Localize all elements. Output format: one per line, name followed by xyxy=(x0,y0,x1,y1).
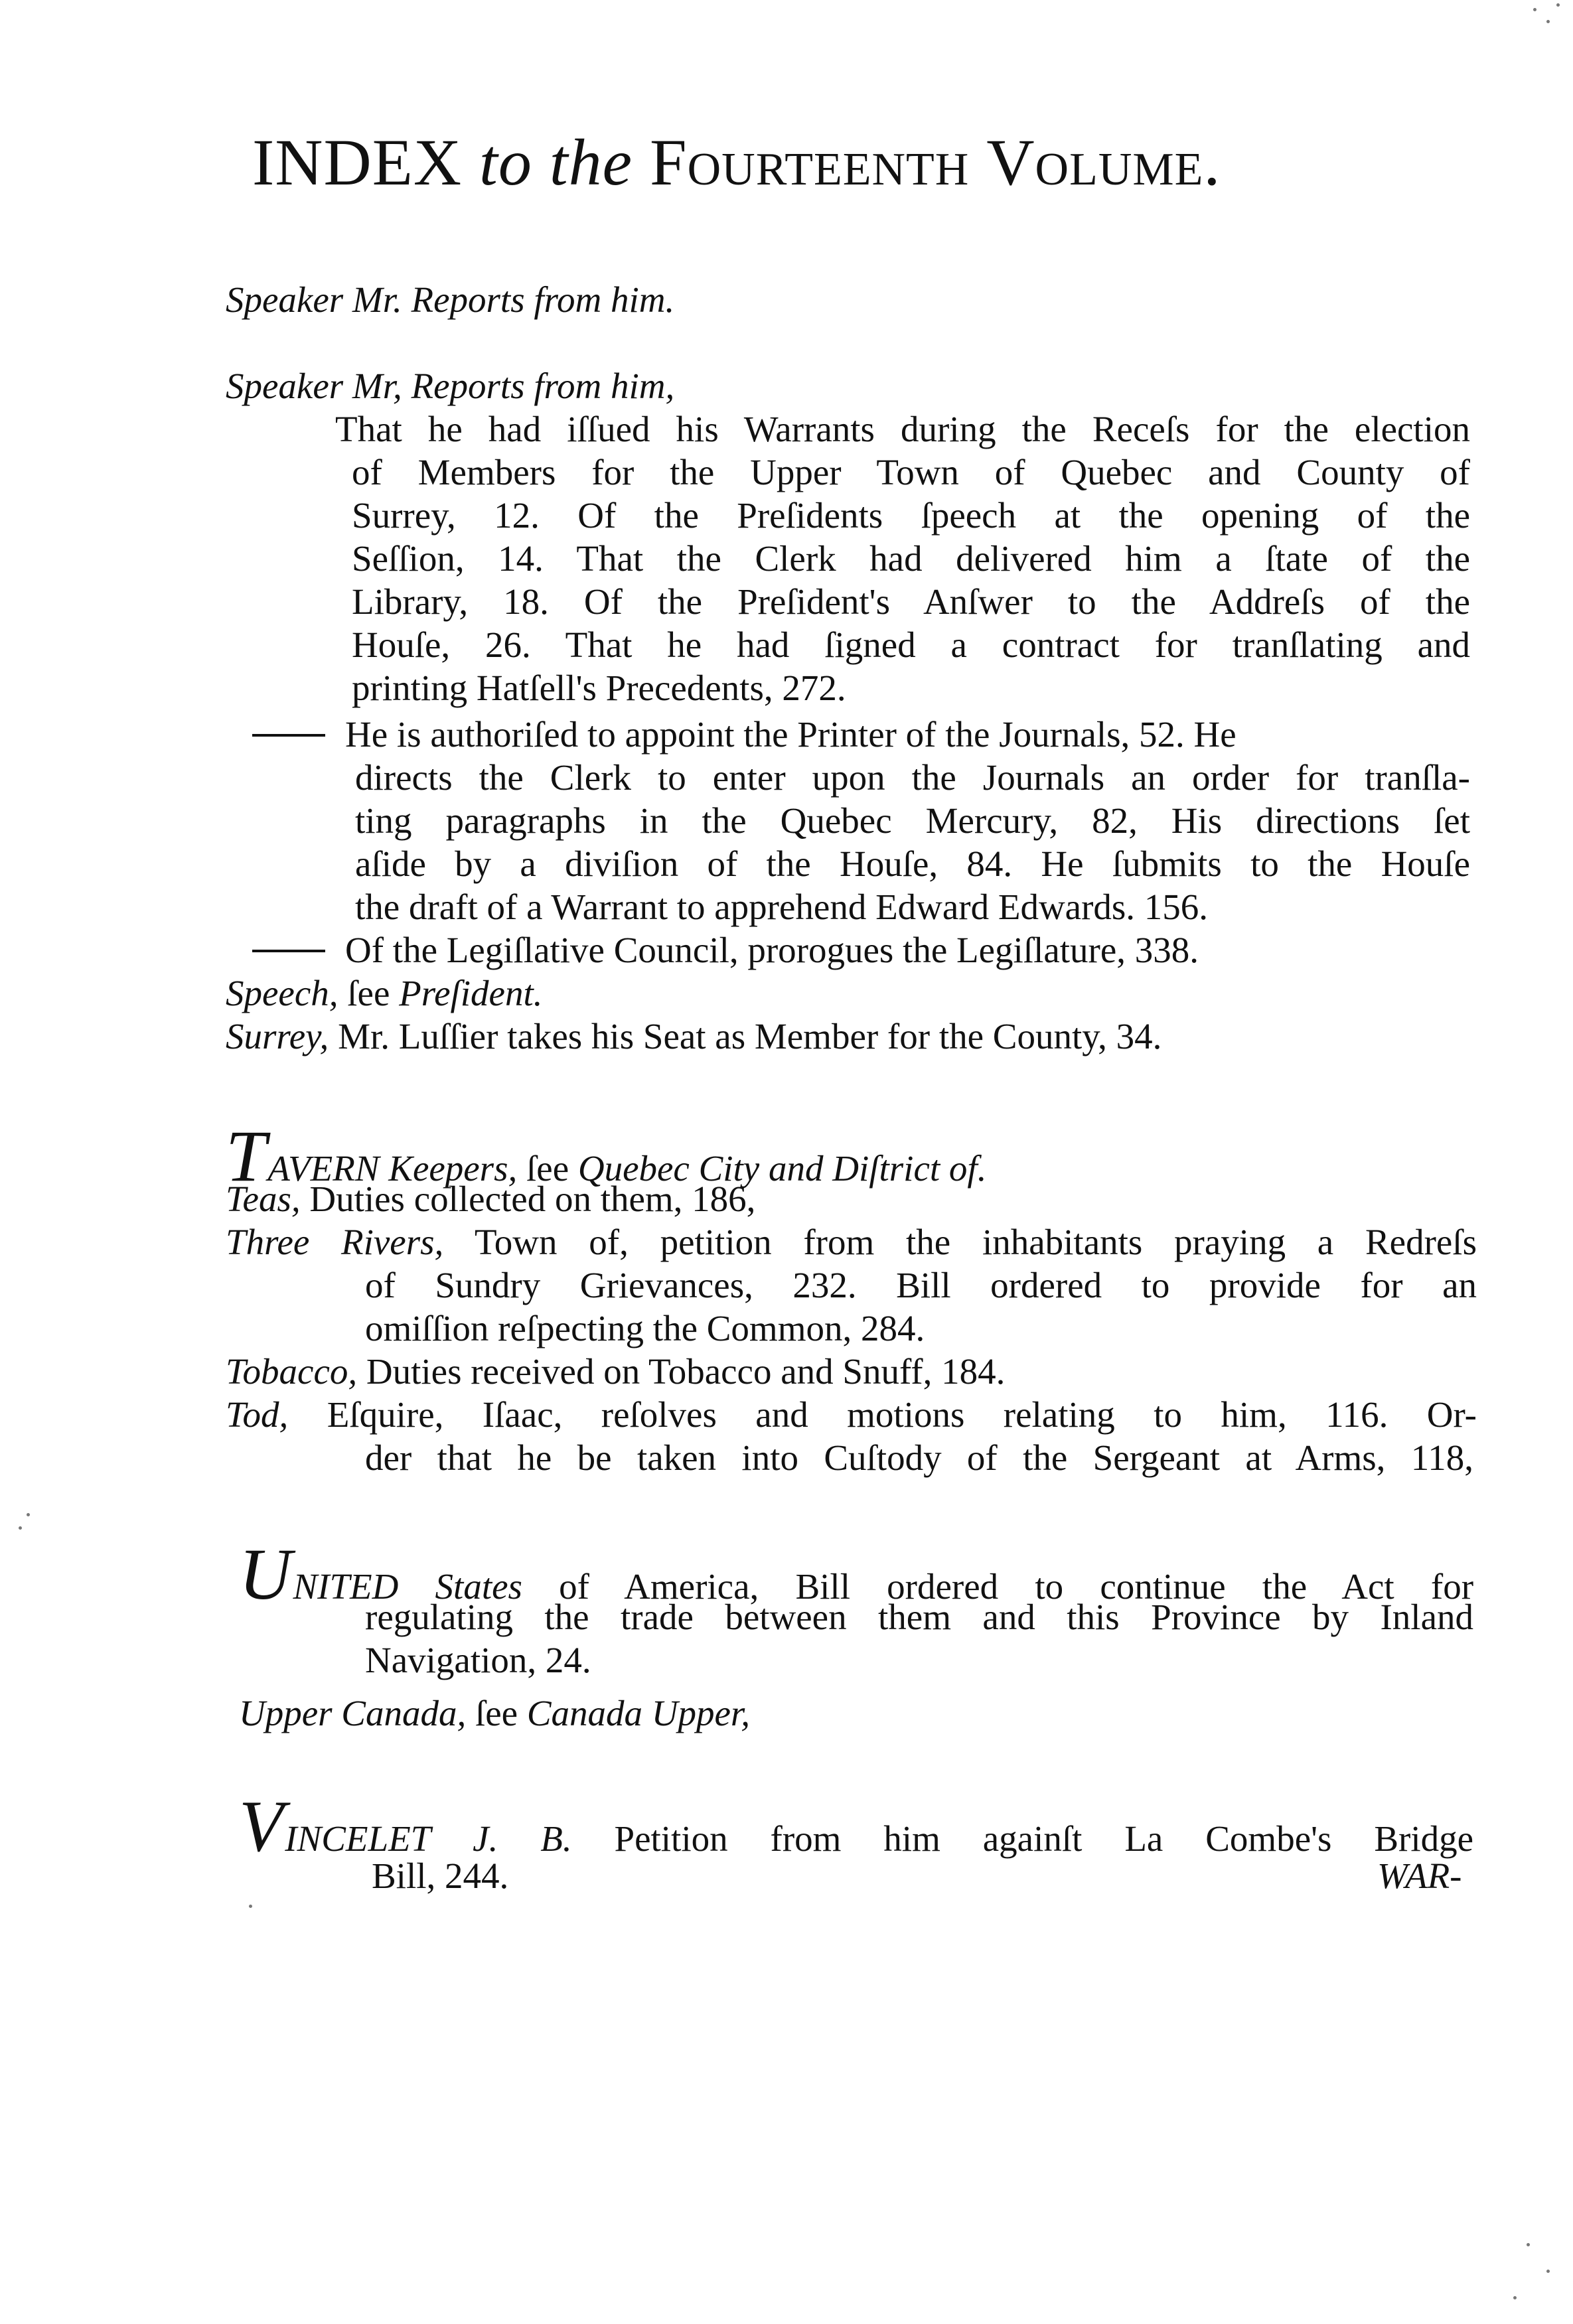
speaker-line: Library, 18. Of the Preſident's Anſwer to the Addreſs of the xyxy=(352,581,1470,622)
paper-speck xyxy=(1527,2243,1530,2246)
united-states-line: regulating the trade between them and this Province by Inland xyxy=(365,1597,1473,1637)
entry-speaker-heading-2: Speaker Mr, Reports from him, xyxy=(226,366,675,406)
entry-tobacco: Tobacco, Duties received on Tobacco and Snuff, 184. xyxy=(226,1351,1006,1392)
speaker-sub1-line: the draft of a Warrant to apprehend Edward Edwards. 156. xyxy=(355,887,1209,927)
paper-speck xyxy=(1556,3,1560,7)
title-to-the: to the xyxy=(479,125,633,199)
entry-united-states: UNITED States of America, Bill ordered to continue the Act for xyxy=(239,1534,1474,1615)
catchword: WAR- xyxy=(1377,1855,1462,1896)
paper-speck xyxy=(19,1526,22,1530)
title-fourteenth: Fourteenth xyxy=(650,125,970,199)
speaker-line: Seſſion, 14. That the Clerk had delivered him a ſtate of the xyxy=(352,538,1470,579)
entry-dash xyxy=(252,950,325,952)
three-rivers-line: of Sundry Grievances, 232. Bill ordered to provide for an xyxy=(365,1265,1477,1305)
three-rivers-line: omiſſion reſpecting the Common, 284. xyxy=(365,1308,925,1348)
drop-initial-t: T xyxy=(226,1116,267,1197)
drop-initial-u: U xyxy=(239,1534,292,1615)
entry-teas: Teas, Duties collected on them, 186, xyxy=(226,1179,756,1219)
united-states-line: Navigation, 24. xyxy=(365,1640,591,1680)
speaker-sub1-line: aſide by a diviſion of the Houſe, 84. He ſubmits to the Houſe xyxy=(355,843,1470,884)
title-index: INDEX xyxy=(252,125,463,199)
entry-tod: Tod, Eſquire, Iſaac, reſolves and motions relating to him, 116. Or- xyxy=(226,1394,1477,1435)
paper-speck xyxy=(249,1905,252,1908)
title-volume: Volume. xyxy=(986,125,1221,199)
drop-initial-v: V xyxy=(239,1786,284,1867)
speaker-line: That he had iſſued his Warrants during the Receſs for the election xyxy=(335,409,1470,449)
vincelet-line: Bill, 244. xyxy=(372,1855,509,1896)
tod-line: der that he be taken into Cuſtody of the Sergeant at Arms, 118, xyxy=(365,1437,1473,1478)
speaker-sub1-line: directs the Clerk to enter upon the Journals an order for tranſla- xyxy=(355,757,1470,798)
entry-dash xyxy=(252,734,325,737)
entry-vincelet: VINCELET J. B. Petition from him againſt La Combe's Bridge xyxy=(239,1786,1474,1867)
entry-surrey: Surrey, Mr. Luſſier takes his Seat as Member for the County, 34. xyxy=(226,1016,1162,1056)
speaker-line: of Members for the Upper Town of Quebec and County of xyxy=(352,452,1470,492)
paper-speck xyxy=(1546,2270,1550,2273)
speaker-sub1-first-line: He is authoriſed to appoint the Printer of the Journals, 52. He xyxy=(252,713,1470,756)
page-title xyxy=(252,123,1460,202)
entry-three-rivers: Three Rivers, Town of, petition from the inhabitants praying a Redreſs xyxy=(226,1222,1477,1262)
paper-speck xyxy=(1533,8,1536,11)
speaker-sub1-line: ting paragraphs in the Quebec Mercury, 82, His directions ſet xyxy=(355,800,1470,841)
speaker-line: printing Hatſell's Precedents, 272. xyxy=(352,668,846,708)
paper-speck xyxy=(1513,2296,1517,2299)
entry-speaker-heading-1: Speaker Mr. Reports from him. xyxy=(226,279,675,320)
speaker-line: Surrey, 12. Of the Preſidents ſpeech at the opening of the xyxy=(352,495,1470,536)
entry-upper-canada: Upper Canada, ſee Canada Upper, xyxy=(239,1693,750,1733)
speaker-sub2-line: Of the Legiſlative Council, prorogues the Legiſlature, 338. xyxy=(252,929,1199,972)
paper-speck xyxy=(1546,20,1550,23)
paper-speck xyxy=(27,1513,30,1516)
speaker-line: Houſe, 26. That he had ſigned a contract for tranſlating and xyxy=(352,624,1470,665)
entry-tavern: TAVERN Keepers, ſee Quebec City and Diſtrict of. xyxy=(226,1116,987,1197)
entry-speech: Speech, ſee Preſident. xyxy=(226,973,543,1013)
